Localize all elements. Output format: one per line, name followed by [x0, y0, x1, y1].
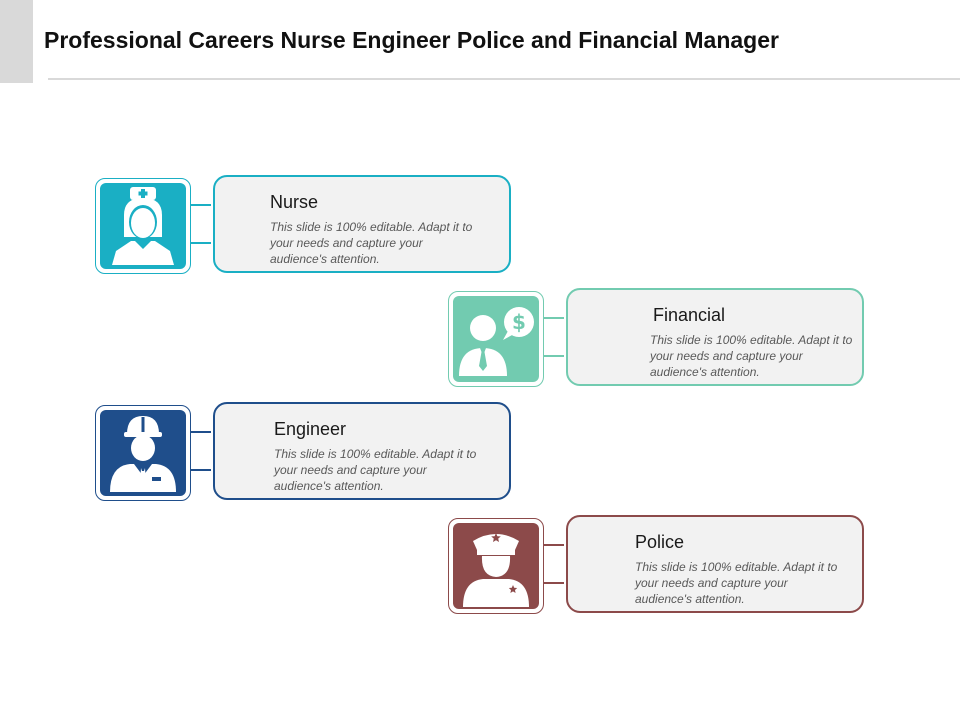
- police-connector: [544, 544, 564, 584]
- nurse-icon-frame: [95, 178, 191, 274]
- police-icon-frame: [448, 518, 544, 614]
- nurse-description: This slide is 100% editable. Adapt it to your needs and capture your audience's attention.: [270, 220, 473, 266]
- engineer-connector: [191, 431, 211, 471]
- engineer-title: Engineer: [274, 419, 347, 439]
- nurse-connector: [191, 204, 211, 244]
- title-divider: [48, 78, 960, 80]
- financial-connector: [544, 317, 564, 357]
- engineer-text-box: [213, 402, 511, 500]
- police-text-box: [566, 515, 864, 613]
- card-engineer: [95, 402, 867, 502]
- police-icon: [453, 523, 539, 609]
- police-description: This slide is 100% editable. Adapt it to your needs and capture your audience's attention.: [635, 560, 838, 606]
- financial-text-box: [566, 288, 864, 386]
- card-financial: [448, 288, 960, 388]
- financial-icon-frame: [448, 291, 544, 387]
- nurse-text-box: [213, 175, 511, 273]
- engineer-description: This slide is 100% editable. Adapt it to your needs and capture your audience's attention.: [274, 447, 477, 493]
- card-nurse: [95, 175, 867, 275]
- card-police: [448, 515, 960, 615]
- engineer-icon-frame: [95, 405, 191, 501]
- svg-text:$: $: [512, 310, 526, 334]
- engineer-icon: [100, 410, 186, 496]
- financial-manager-icon: [453, 296, 539, 382]
- financial-description: This slide is 100% editable. Adapt it to your needs and capture your audience's attention.: [650, 333, 853, 379]
- financial-title: Financial: [653, 305, 726, 325]
- corner-accent: [0, 0, 33, 83]
- nurse-title: Nurse: [270, 192, 319, 212]
- page-title: Professional Careers Nurse Engineer Police and Financial Manager: [44, 27, 779, 53]
- police-title: Police: [635, 532, 685, 552]
- nurse-icon: [100, 183, 186, 269]
